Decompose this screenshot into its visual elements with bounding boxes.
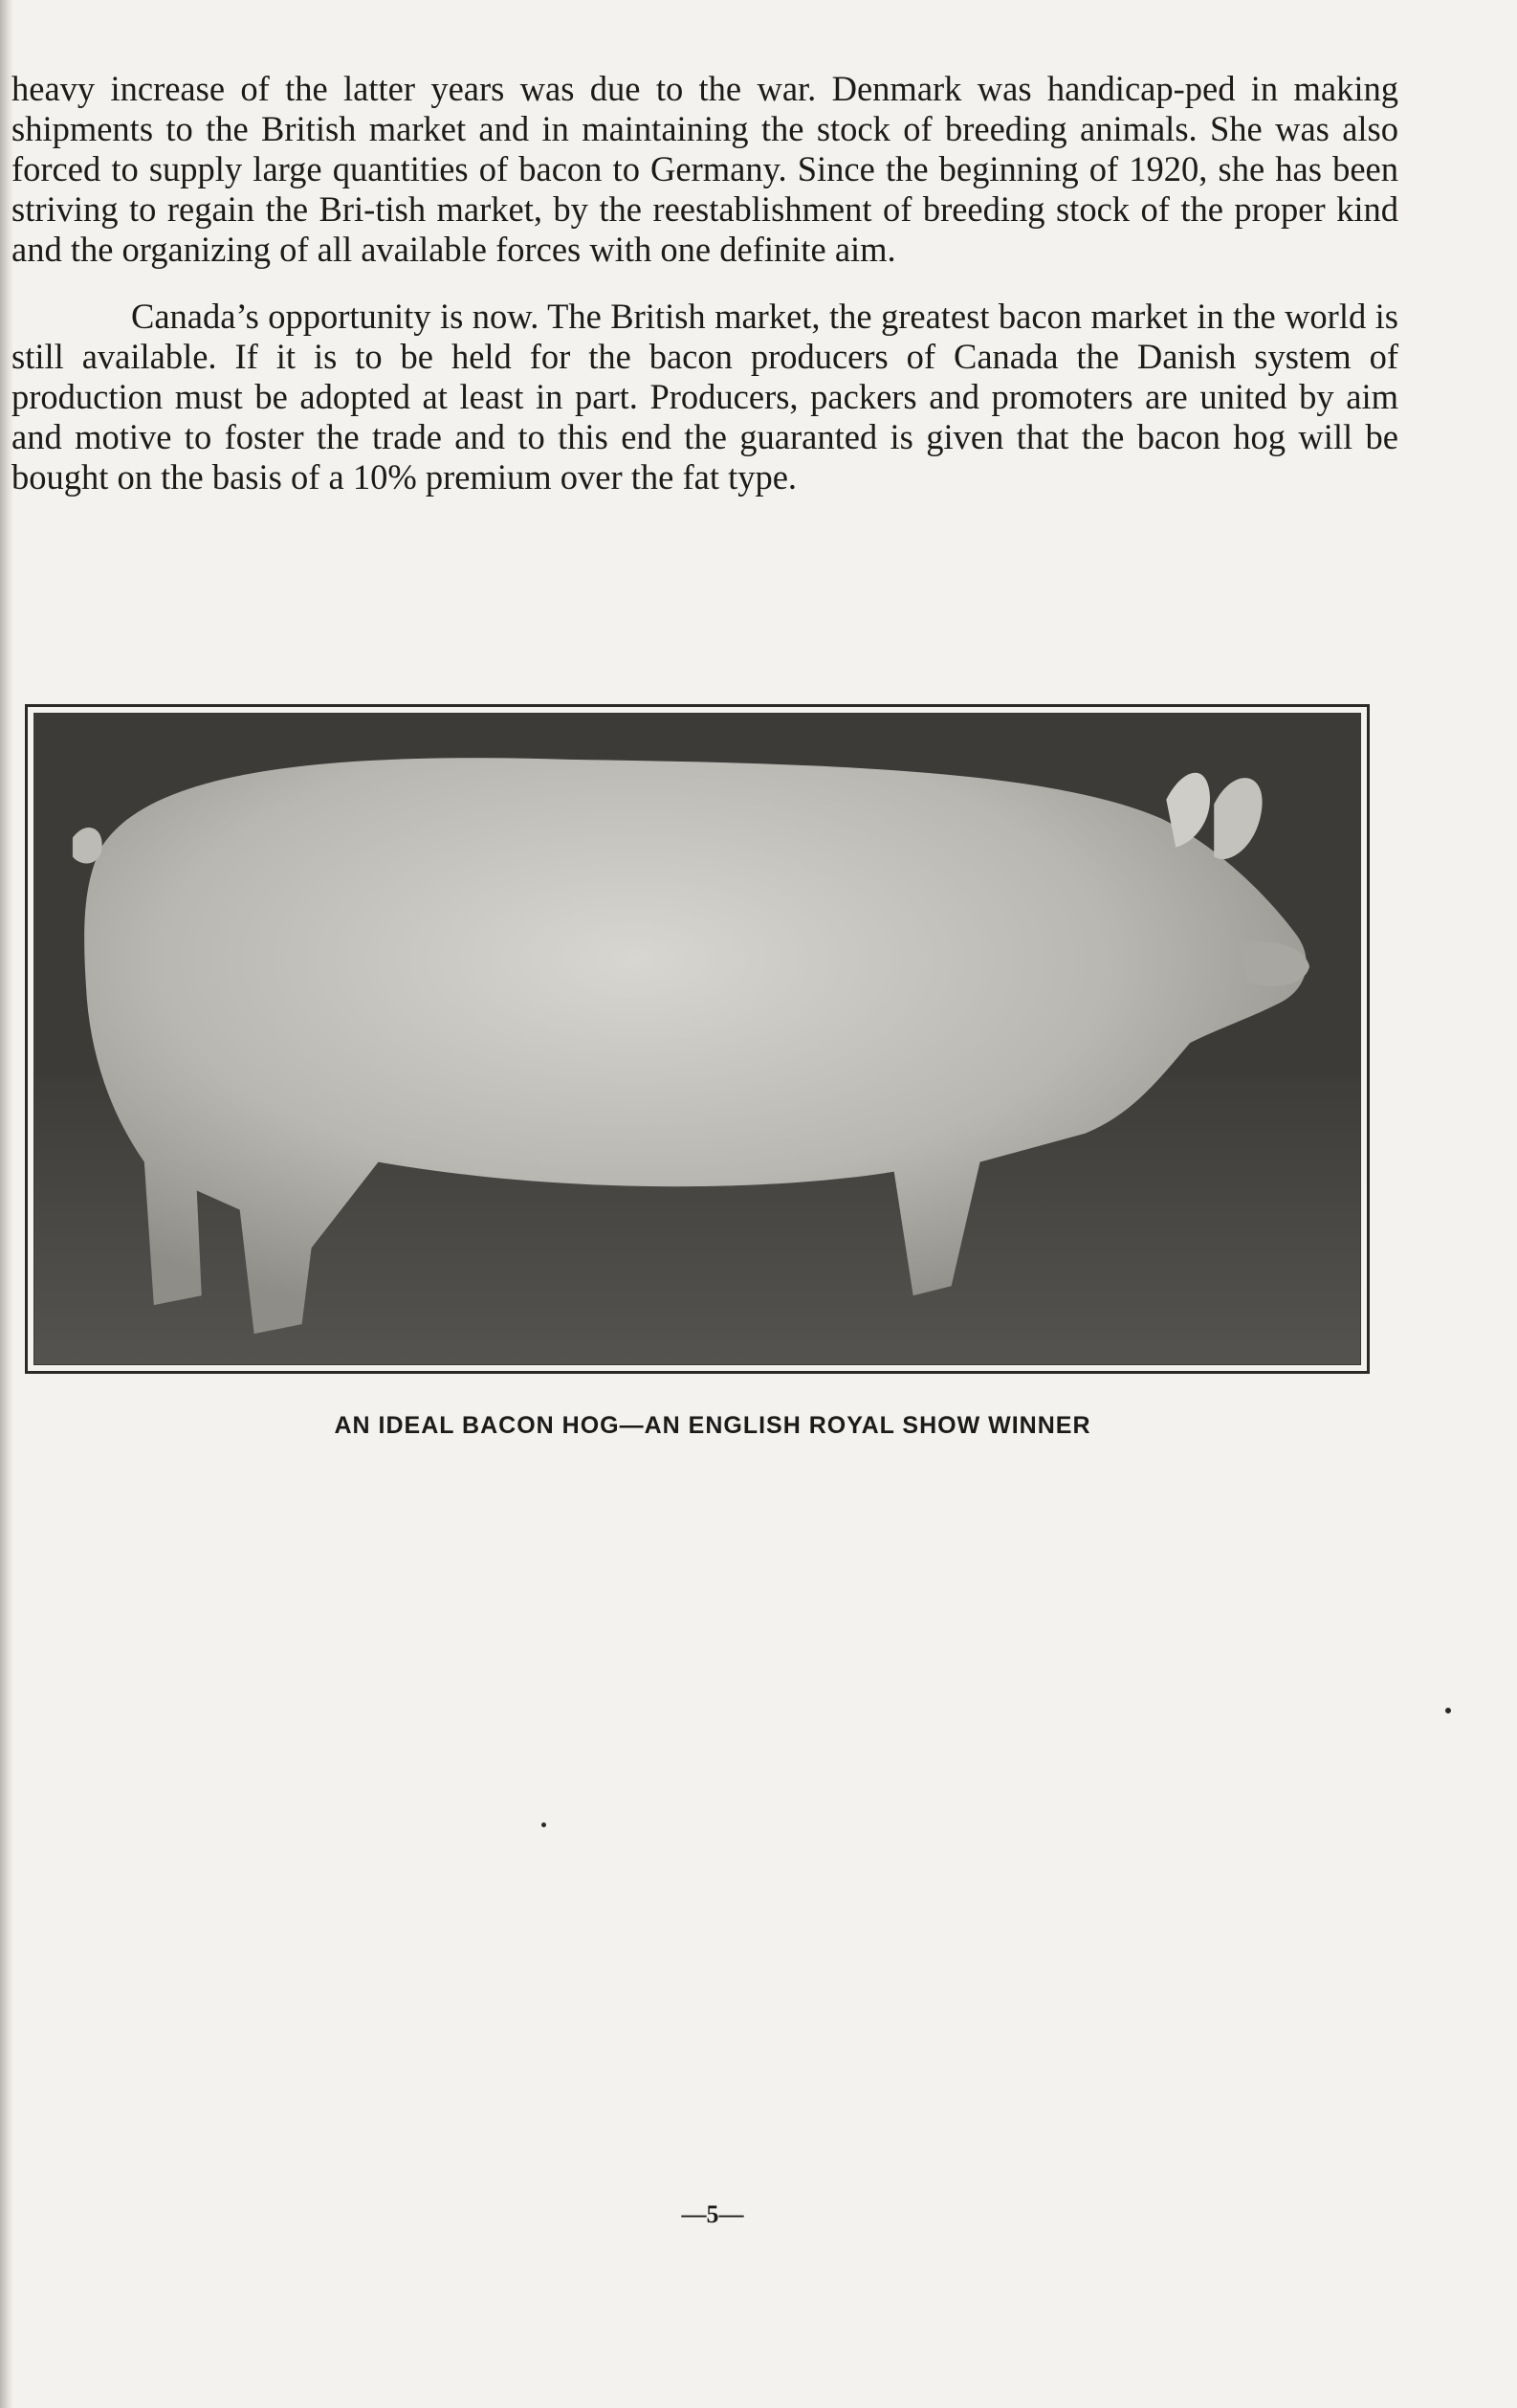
paragraph-war-denmark: heavy increase of the latter years was due to the war. Denmark was handicap-ped in making shipments to the British market and in maintaining the stock of breeding animals. She was also forced to supply large quantities of bacon to Germany. Since the beginning of 1920, she has been striving to regain the Bri-tish market, by the reestablishment of breeding stock of the proper kind and the organizing of all available forces with one definite aim. bbox=[11, 69, 1398, 269]
paragraph-canada-opportunity: Canada’s opportunity is now. The British market, the greatest bacon market in the world is still available. If it is to be held for the bacon producers of Canada the Danish system of production must be adopted at least in part. Producers, packers and promoters are united by aim and motive to foster the trade and to this end the guaranted is given that the bacon hog will be bought on the basis of a 10% premium over the fat type. bbox=[11, 297, 1398, 497]
photo-image-area bbox=[33, 713, 1361, 1365]
body-text bbox=[11, 69, 1398, 497]
print-speck bbox=[541, 1823, 546, 1827]
figure-caption: AN IDEAL BACON HOG—AN ENGLISH ROYAL SHOW WINNER bbox=[334, 1412, 1091, 1439]
hog-photo-illustration bbox=[34, 714, 1360, 1364]
page-number: —5— bbox=[681, 2200, 744, 2228]
print-speck bbox=[1445, 1708, 1451, 1713]
bacon-hog-photo bbox=[25, 704, 1370, 1374]
